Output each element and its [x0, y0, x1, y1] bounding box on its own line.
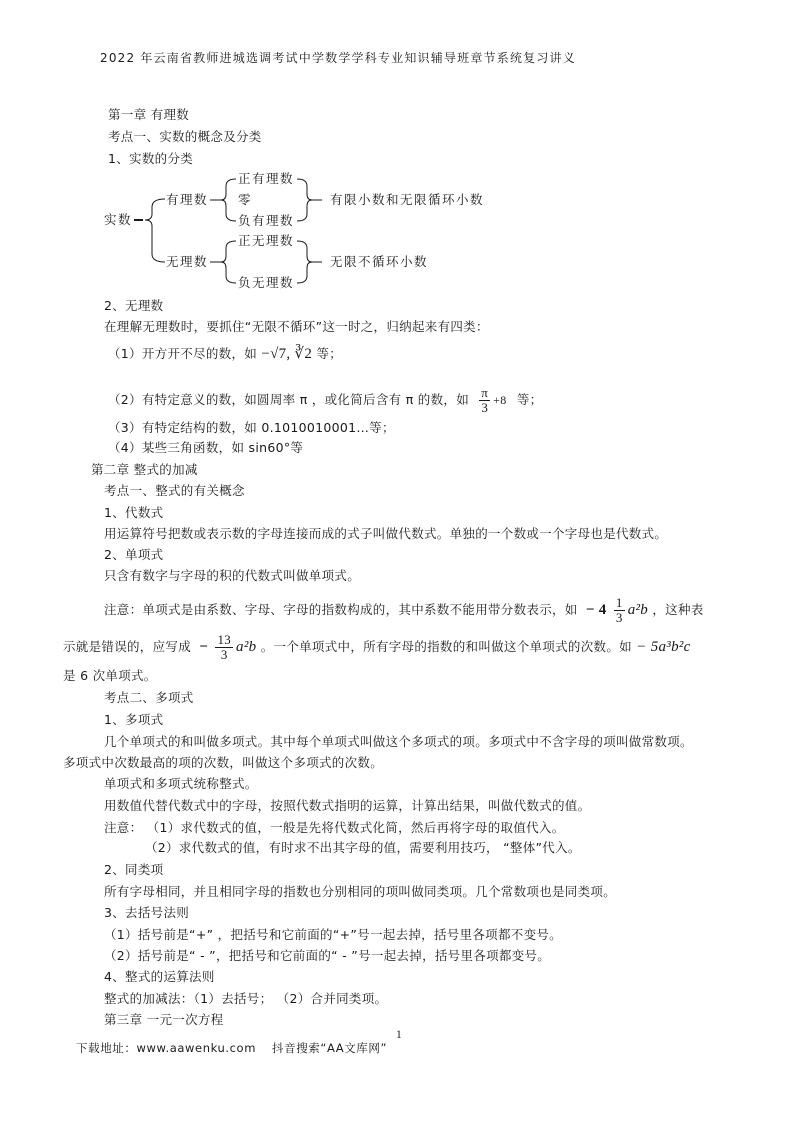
chapter-1-title: 第一章 有理数: [108, 107, 190, 122]
mixed-fraction: $\frac{1}{3}$: [615, 595, 623, 625]
monomial-note-line-1: 注意：单项式是由系数、字母、字母的指数构成的，其中系数不能用带分数表示，如 − 4 $\frac{1}{3}$ a²b ，这种表: [104, 595, 704, 625]
diagram-irrational-description: 无限不循环小数: [330, 254, 429, 269]
chapter-2-point-1: 考点一、整式的有关概念: [104, 483, 245, 498]
monomial-definition: 只含有数字与字母的积的代数式叫做单项式。: [104, 568, 361, 583]
diagram-root-real-numbers: 实数: [104, 212, 133, 227]
chapter-2-sub-3: 1、多项式: [104, 712, 164, 727]
page-number: 1: [396, 1029, 403, 1041]
irrational-intro-text: 在理解无理数时，要抓住“无限不循环”这一时之，归纳起来有四类：: [104, 319, 489, 334]
chapter-2-sub-2: 2、单项式: [104, 547, 164, 562]
expression-value-note-1: 注意： （1）求代数式的值，一般是先将代数式化简，然后再将字母的取值代入。: [104, 820, 565, 835]
operation-rules-text: 整式的加减法：（1）去括号； （2）合并同类项。: [104, 991, 388, 1006]
chapter-1-sub-2: 2、无理数: [104, 298, 164, 313]
diagram-irrational-label: 无理数: [166, 254, 209, 269]
improper-fraction: $\frac{13}{3}$: [217, 632, 232, 662]
monomial-note-line-2: 示就是错误的，应写成 − $\frac{13}{3}$ a²b 。一个单项式中，所有字母的指数的和叫做这个单项式的次数。如 − 5a³b²c: [63, 632, 691, 662]
polynomial-definition-1: 几个单项式的和叫做多项式。其中每个单项式叫做这个多项式的项。多项式中不含字母的项叫做常数项。: [104, 734, 693, 749]
expression-value-definition: 用数值代替代数式中的字母，按照代数式指明的运算，计算出结果，叫做代数式的值。: [104, 798, 591, 813]
diagram-rational-description: 有限小数和无限循环小数: [330, 192, 485, 207]
diagram-negative-rational: 负有理数: [238, 213, 295, 228]
chapter-2-title: 第二章 整式的加减: [91, 462, 198, 477]
footer-douyin-search: 抖音搜索“AA文库网”: [272, 1041, 388, 1055]
bracket-rule-2: （2）括号前是“ - ”，把括号和它前面的“ - ”号一起去掉，括号里各项都变号。: [104, 948, 551, 963]
pi-over-3-fraction: $\frac{\pi}{3}$: [481, 385, 489, 415]
footer-download-link[interactable]: 下载地址：www.aawenku.com: [76, 1041, 256, 1055]
polynomial-definition-2: 多项式中次数最高的项的次数，叫做这个多项式的次数。: [63, 755, 384, 770]
diagram-rational-label: 有理数: [166, 192, 209, 207]
diagram-negative-irrational: 负无理数: [238, 275, 295, 290]
diagram-zero: 零: [238, 192, 253, 207]
diagram-positive-irrational: 正无理数: [238, 233, 295, 248]
irrational-type-1: （1）开方开不尽的数，如 −√7, ∛2 等；: [108, 346, 343, 362]
document-header-title: 2022 年云南省教师进城选调考试中学数学学科专业知识辅导班章节系统复习讲义: [100, 51, 576, 65]
irrational-type-1-math: −√7, ∛2: [261, 346, 313, 362]
irrational-type-2: （2）有特定意义的数，如圆周率 π ，或化简后含有 π 的数，如 $\frac{\pi}{3}$ +8 等；: [108, 385, 543, 415]
chapter-1-point-1: 考点一、实数的概念及分类: [108, 129, 262, 144]
bracket-rule-1: （1）括号前是“+” ，把括号和它前面的“+”号一起去掉，括号里各项都不变号。: [104, 927, 562, 942]
chapter-2-sub-5: 3、去括号法则: [104, 905, 190, 920]
irrational-type-3: （3）有特定结构的数，如 0.1010010001…等；: [108, 420, 395, 435]
chapter-3-title: 第三章 一元一次方程: [104, 1012, 224, 1027]
diagram-positive-rational: 正有理数: [238, 171, 295, 186]
like-terms-definition: 所有字母相同，并且相同字母的指数也分别相同的项叫做同类项。几个常数项也是同类项。: [104, 884, 617, 899]
chapter-2-sub-4: 2、同类项: [104, 862, 164, 877]
chapter-2-sub-6: 4、整式的运算法则: [104, 969, 215, 984]
chapter-1-sub-1: 1、实数的分类: [108, 151, 194, 166]
chapter-2-sub-1: 1、代数式: [104, 505, 164, 520]
chapter-2-point-2: 考点二、多项式: [104, 690, 194, 705]
algebraic-expression-definition: 用运算符号把数或表示数的字母连接而成的式子叫做代数式。单独的一个数或一个字母也是代数式。: [104, 526, 668, 541]
expression-value-note-2: （2）求代数式的值，有时求不出其字母的值，需要利用技巧， “整体”代入。: [145, 840, 581, 855]
monomial-note-line-3: 是 6 次单项式。: [63, 668, 157, 683]
integral-expression-definition: 单项式和多项式统称整式。: [104, 776, 258, 791]
irrational-type-4: （4）某些三角函数，如 sin60°等: [108, 440, 304, 455]
